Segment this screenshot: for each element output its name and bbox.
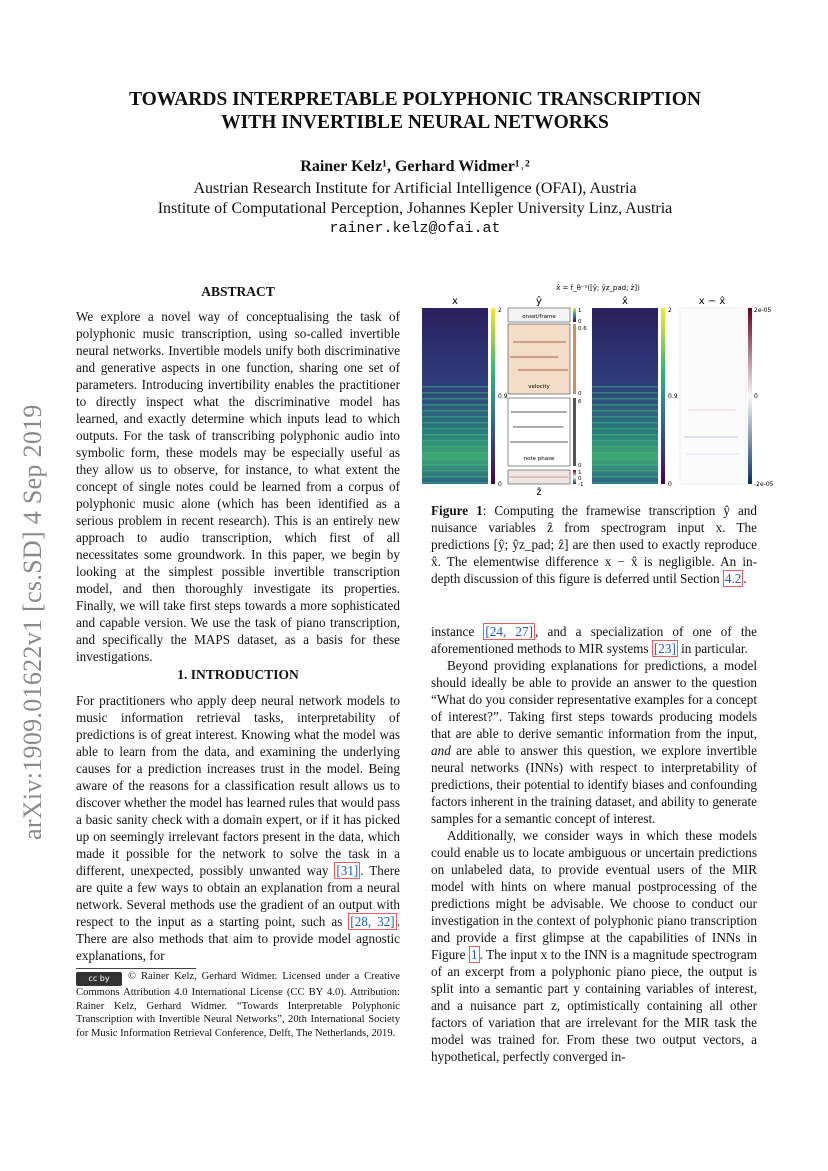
svg-text:2: 2 <box>498 307 502 314</box>
svg-text:note phase: note phase <box>523 456 555 462</box>
svg-text:-2e-05: -2e-05 <box>754 481 774 488</box>
colorbar-x <box>491 308 495 484</box>
paper-title: TOWARDS INTERPRETABLE POLYPHONIC TRANSCRIPTION WITH INVERTIBLE NEURAL NETWORKS <box>129 89 701 133</box>
difference-map <box>680 308 746 484</box>
figure-1-caption: Figure 1: Computing the framewise transcription ŷ and nuisance variables ẑ from spectrogram input x. The predictions [ŷ; ŷz_pad; ẑ] are then used to exactly reproduce x̂. The elementwise difference x − x̂ is negligible. An in-depth discussion of this figure is deferred until Section 4.2 . <box>431 503 757 586</box>
intro-heading: 1. INTRODUCTION <box>177 667 299 682</box>
svg-text:2: 2 <box>668 307 672 314</box>
section-link[interactable]: 4.2 <box>724 571 742 586</box>
citation-link[interactable]: [23] <box>653 641 676 656</box>
svg-text:0: 0 <box>578 476 582 482</box>
colorbar-diff <box>748 308 752 484</box>
colorbar-xhat <box>661 308 665 484</box>
arxiv-stamp: arXiv:1909.01622v1 [cs.SD] 4 Sep 2019 <box>18 404 47 840</box>
affiliation-jku: Institute of Computational Perception, Johannes Kepler University Linz, Austria <box>157 200 673 217</box>
svg-text:velocity: velocity <box>528 384 550 390</box>
label-diff: x − x̂ <box>698 296 726 307</box>
svg-text:0.6: 0.6 <box>578 326 587 332</box>
svg-text:0: 0 <box>578 463 582 469</box>
cc-by-logo-icon: cc by <box>76 972 122 986</box>
svg-text:-1: -1 <box>578 482 584 488</box>
citation-link[interactable]: [24, 27] <box>485 624 534 639</box>
svg-text:0: 0 <box>498 481 502 488</box>
label-yhat: ŷ <box>536 296 542 307</box>
svg-text:onset/frame: onset/frame <box>522 314 556 320</box>
abstract-text: We explore a novel way of conceptualising the task of polyphonic music transcription, using so-called invertible neural networks. Invertible models unify both discriminative and generative aspects in one function, sharing one set of parameters. Introducing invertibility enables the practitioner to directly inspect what the discriminative model has learned, and exactly determine which inputs lead to which outputs. For the task of transcribing polyphonic audio into symbolic form, these models may be especially useful as they allow us to observe, for instance, to what extent the concept of single notes could be learned from a corpus of polyphonic music alone (which has been identified as a serious problem in recent research). This is an entirely new approach to audio transcription, which first of all necessitates some groundwork. In this paper, we begin by looking at the simplest possible invertible transcription model, and then thoroughly investigate its properties. Finally, we will take first steps towards a more sophisticated and capable version. We use the task of piano transcription, and specifically the MAPS dataset, as a basis for these investigations. <box>76 309 400 664</box>
label-x: x <box>452 296 458 307</box>
svg-text:6: 6 <box>578 399 582 405</box>
figure-1 <box>418 282 778 498</box>
svg-text:0: 0 <box>754 393 758 400</box>
svg-text:1: 1 <box>578 470 582 476</box>
affiliation-ofai: Austrian Research Institute for Artificial Intelligence (OFAI), Austria <box>193 180 637 197</box>
citation-link[interactable]: [28, 32] <box>350 914 395 929</box>
abstract-heading: ABSTRACT <box>201 284 275 299</box>
svg-text:0.9: 0.9 <box>668 393 678 400</box>
label-zhat: ẑ <box>536 487 542 498</box>
footnote-rule <box>76 968 196 969</box>
svg-text:0: 0 <box>578 391 582 397</box>
license-footnote: cc by © Rainer Kelz, Gerhard Widmer. Licensed under a Creative Commons Attribution 4.0 International License (CC BY 4.0). Attribution: Rainer Kelz, Gerhard Widmer. “Towards Interpretable Polyphonic Transcription with Invertible Neural Networks”, 20th International Society for Music Information Retrieval Conference, Delft, The Netherlands, 2019. <box>76 971 400 1039</box>
svg-text:0.9: 0.9 <box>498 393 508 400</box>
right-column-text: instance [24, 27] , and a specialization of one of the aforementioned methods to MIR systems [23] in particular. Beyond providing explanations for predictions, a model should ideally be able to provide an answer to the question “What do you consider representative examples for a concept of interest?”. Taking first steps towards producing models that are able to derive semantic information from the input, and are able to answer this question, we explore invertible neural networks (INNs) with respect to interpretability of predictions, their potential to identify biases and confounding factors inherent in the training dataset, and ability to generate samples for a semantic concept of interest. Additionally, we consider ways in which these models could enable us to locate ambiguous or uncertain predictions on unlabeled data, to provide eventual users of the MIR model with hints on where manual postprocessing of the predictions might be advisable. We choose to conduct our investigation in the context of polyphonic piano transcription and provide a first glimpse at the capabilities of INNs in Figure 1 . The input x to the INN is a magnitude spectrogram of an excerpt from a polyphonic piano piece, the output is split into a semantic part y containing variables of interest, and a nuisance part z, optimistically containing all other factors of variation that are irrelevant for the MIR task the model was trained for. From these two output vectors, a hypothetical, perfectly converged in- <box>431 624 757 1064</box>
svg-text:0: 0 <box>668 481 672 488</box>
label-xhat: x̂ <box>622 296 628 307</box>
figure-formula: x̂ = f_θ⁻¹([ŷ; ŷz_pad; ẑ]) <box>556 284 640 292</box>
figure-link[interactable]: 1 <box>470 947 478 962</box>
citation-link[interactable]: [31] <box>336 863 359 878</box>
intro-text: For practitioners who apply deep neural network models to music information retrieval tasks, interpretability of predictions is of great interest. Knowing what the model was able to learn from the data, and examining the underlying causes for a prediction increases trust in the model. Being aware of the reasons for a classification result allows us to discover whether the model has learned rules that would pass a basic sanity check with a domain expert, or if it has picked up on seemingly irrelevant factors present in the data, which made it possible for the network to solve the task in a different, unexpected, possibly unwanted way [31] . There are quite a few ways to obtain an explanation from a neural network. Several methods use the gradient of an output with respect to the input as a starting point, such as [28, 32] . There are also methods that aim to provide model agnostic explanations, for <box>76 693 400 963</box>
authors: Rainer Kelz¹, Gerhard Widmer¹˒² <box>300 158 530 175</box>
svg-text:1: 1 <box>578 308 582 314</box>
svg-text:0: 0 <box>578 319 582 325</box>
author-email[interactable]: rainer.kelz@ofai.at <box>329 220 501 237</box>
svg-text:2e-05: 2e-05 <box>754 307 772 314</box>
yhat-panels <box>508 308 570 484</box>
